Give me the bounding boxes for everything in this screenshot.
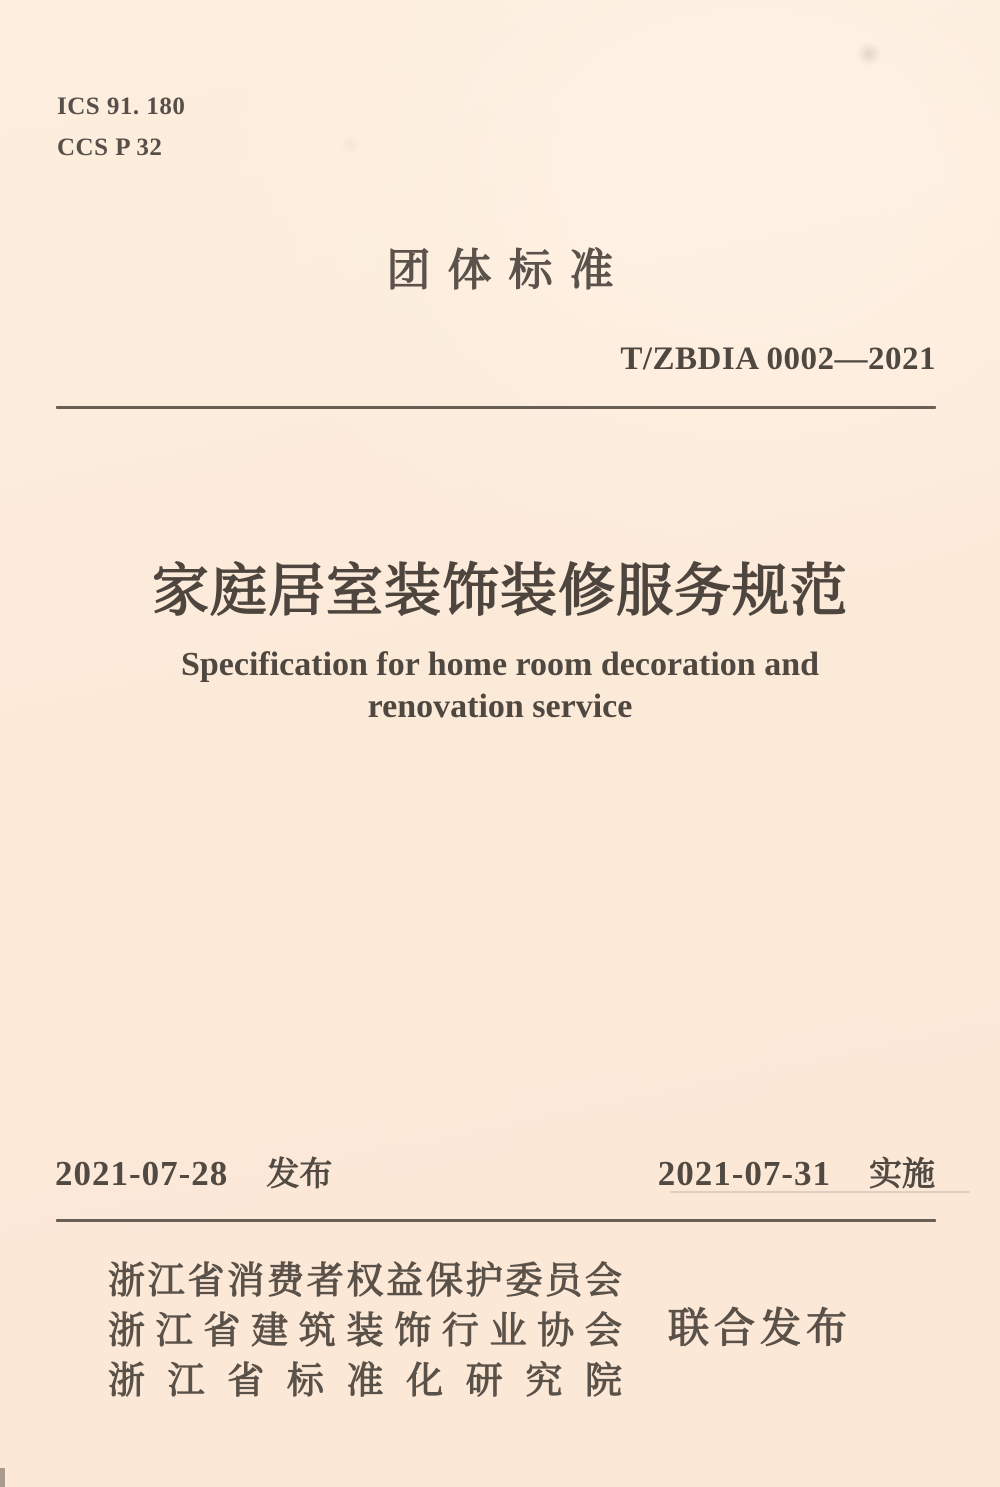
ccs-code: CCS P 32 (57, 134, 163, 161)
title-english-line1: Specification for home room decoration and (180, 646, 820, 683)
bottom-divider-rule (56, 1219, 936, 1222)
joint-publication-label: 联合发布 (668, 1305, 852, 1351)
issue-label: 发布 (266, 1157, 333, 1193)
issue-date-group (55, 1148, 332, 1195)
publisher-list (108, 1257, 622, 1407)
ics-code: ICS 91. 180 (57, 93, 186, 120)
implement-date-group (658, 1148, 935, 1195)
title-chinese: 家庭居室装饰装修服务规范 (152, 559, 848, 623)
scan-corner-artifact (0, 1468, 5, 1487)
publisher-org-3: 浙江省标准化研究院 (108, 1361, 622, 1402)
issue-date: 2021-07-28 (55, 1154, 229, 1193)
scan-streak-artifact (670, 1191, 970, 1193)
document-type-heading: 团体标准 (386, 246, 631, 295)
top-divider-rule (56, 406, 936, 409)
scan-smudge-artifact (340, 135, 360, 155)
publisher-org-1: 浙江省消费者权益保护委员会 (108, 1261, 622, 1302)
title-english-line2: renovation service (367, 688, 633, 725)
classification-codes (57, 86, 185, 168)
scan-smudge-artifact (857, 42, 881, 66)
publisher-org-2: 浙江省建筑装饰行业协会 (108, 1311, 622, 1352)
title-english (0, 644, 1000, 728)
implement-date: 2021-07-31 (657, 1154, 831, 1193)
standard-number: T/ZBDIA 0002—2021 (620, 341, 936, 377)
implement-label: 实施 (869, 1157, 935, 1193)
